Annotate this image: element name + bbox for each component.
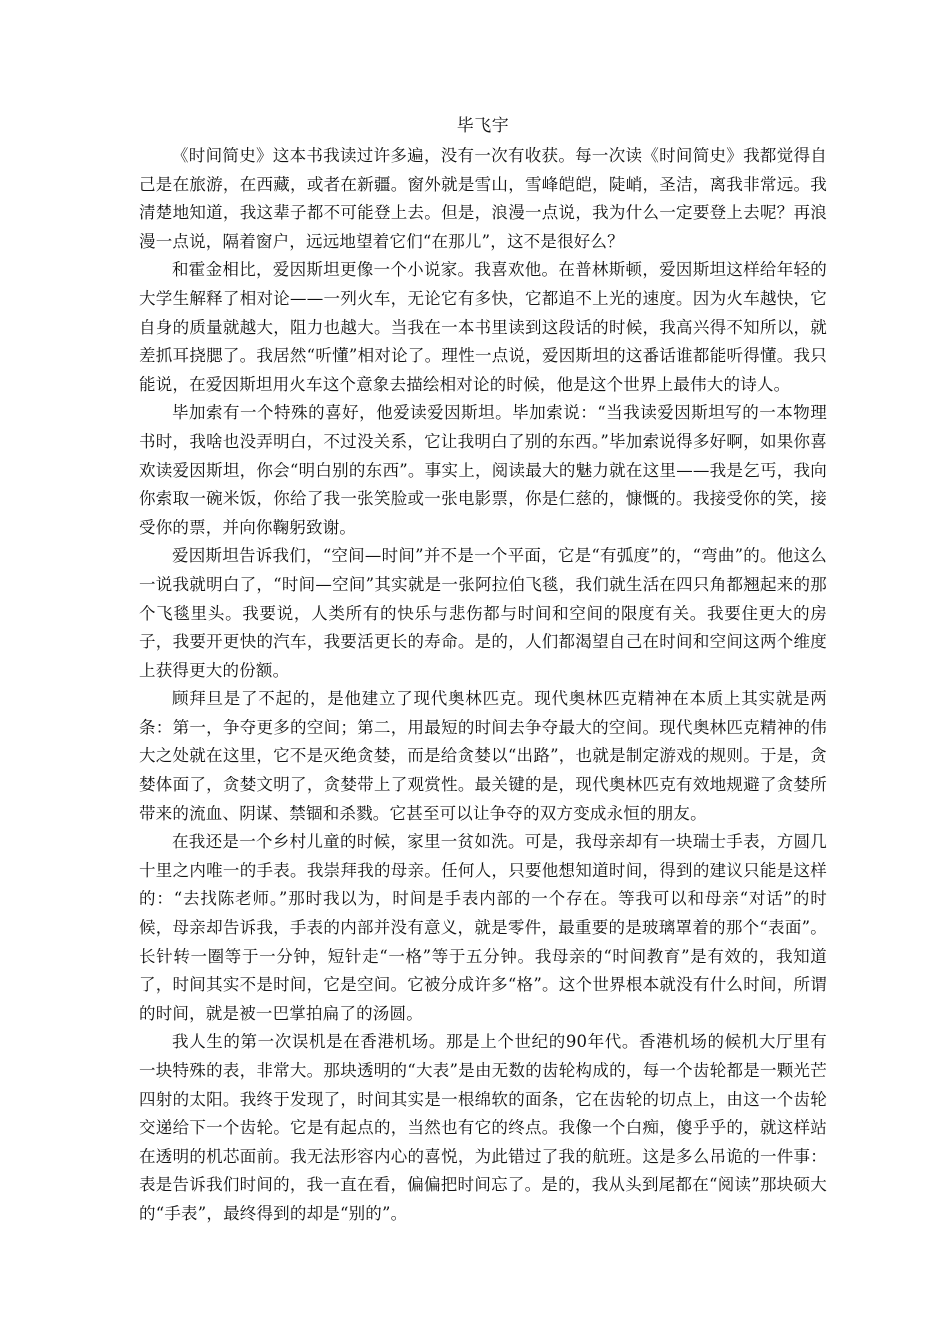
paragraph-7: 我人生的第一次误机是在香港机场。那是上个世纪的90年代。香港机场的候机大厅里有一块特殊的表，非常大。那块透明的“大表”是由无数的齿轮构成的，每一个齿轮都是一颗光芒四射的太阳。我终于发现了，时间其实是一根绵软的面条，它在齿轮的切点上，由这一个齿轮交递给下一个齿轮。它是有起点的，当然也有它的终点。我像一个白痴，傻乎乎的，就这样站在透明的机芯面前。我无法形容内心的喜悦，为此错过了我的航班。这是多么吊诡的一件事：表是告诉我们时间的，我一直在看，偏偏把时间忘了。是的，我从头到尾都在“阅读”那块硕大的“手表”，最终得到的却是“别的”。 bbox=[139, 1032, 827, 1223]
paragraph-6: 在我还是一个乡村儿童的时候，家里一贫如洗。可是，我母亲却有一块瑞士手表，方圆几十里之内唯一的手表。我崇拜我的母亲。任何人，只要他想知道时间，得到的建议只能是这样的：“去找陈老师。”那时我以为，时间是手表内部的一个存在。等我可以和母亲“对话”的时候，母亲却告诉我，手表的内部并没有意义，就是零件，最重要的是玻璃罩着的那个“表面”。长针转一圈等于一分钟，短针走“一格”等于五分钟。我母亲的“时间教育”是有效的，我知道了，时间其实不是时间，它是空间。它被分成许多“格”。这个世界根本就没有什么时间，所谓的时间，就是被一巴掌拍扁了的汤圆。 bbox=[139, 832, 827, 1023]
paragraph-3: 毕加索有一个特殊的喜好，他爱读爱因斯坦。毕加索说：“当我读爱因斯坦写的一本物理书时，我啥也没弄明白，不过没关系，它让我明白了别的东西。”毕加索说得多好啊，如果你喜欢读爱因斯坦，你会“明白别的东西”。事实上，阅读最大的魅力就在这里——我是乞丐，我向你索取一碗米饭，你给了我一张笑脸或一张电影票，你是仁慈的，慷慨的。我接受你的笑，接受你的票，并向你鞠躬致谢。 bbox=[139, 403, 827, 537]
paragraph-1: 《时间简史》这本书我读过许多遍，没有一次有收获。每一次读《时间简史》我都觉得自己是在旅游，在西藏，或者在新疆。窗外就是雪山，雪峰皑皑，陡峭，圣洁，离我非常远。我清楚地知道，我这辈子都不可能登上去。但是，浪漫一点说，我为什么一定要登上去呢？再浪漫一点说，隔着窗户，远远地望着它们“在那儿”，这不是很好么？ bbox=[139, 146, 827, 251]
author-name: 毕飞宇 bbox=[456, 116, 510, 136]
paragraph-4: 爱因斯坦告诉我们，“空间—时间”并不是一个平面，它是“有弧度”的，“弯曲”的。他这么一说我就明白了，“时间—空间”其实就是一张阿拉伯飞毯，我们就生活在四只角都翘起来的那个飞毯里头。我要说，人类所有的快乐与悲伤都与时间和空间的限度有关。我要住更大的房子，我要开更快的汽车，我要活更长的寿命。是的，人们都渴望自己在时间和空间这两个维度上获得更大的份额。 bbox=[139, 546, 827, 680]
paragraph-2: 和霍金相比，爱因斯坦更像一个小说家。我喜欢他。在普林斯顿，爱因斯坦这样给年轻的大学生解释了相对论——一列火车，无论它有多快，它都追不上光的速度。因为火车越快，它自身的质量就越大，阻力也越大。当我在一本书里读到这段话的时候，我高兴得不知所以，就差抓耳挠腮了。我居然“听懂”相对论了。理性一点说，爱因斯坦的这番话谁都能听得懂。我只能说，在爱因斯坦用火车这个意象去描绘相对论的时候，他是这个世界上最伟大的诗人。 bbox=[139, 260, 827, 394]
article bbox=[139, 112, 827, 1229]
paragraph-5: 顾拜旦是了不起的，是他建立了现代奥林匹克。现代奥林匹克精神在本质上其实就是两条：第一，争夺更多的空间；第二，用最短的时间去争夺最大的空间。现代奥林匹克精神的伟大之处就在这里，它不是灭绝贪婪，而是给贪婪以“出路”，也就是制定游戏的规则。于是，贪婪体面了，贪婪文明了，贪婪带上了观赏性。最关键的是，现代奥林匹克有效地规避了贪婪所带来的流血、阴谋、禁锢和杀戮。它甚至可以让争夺的双方变成永恒的朋友。 bbox=[139, 689, 827, 823]
